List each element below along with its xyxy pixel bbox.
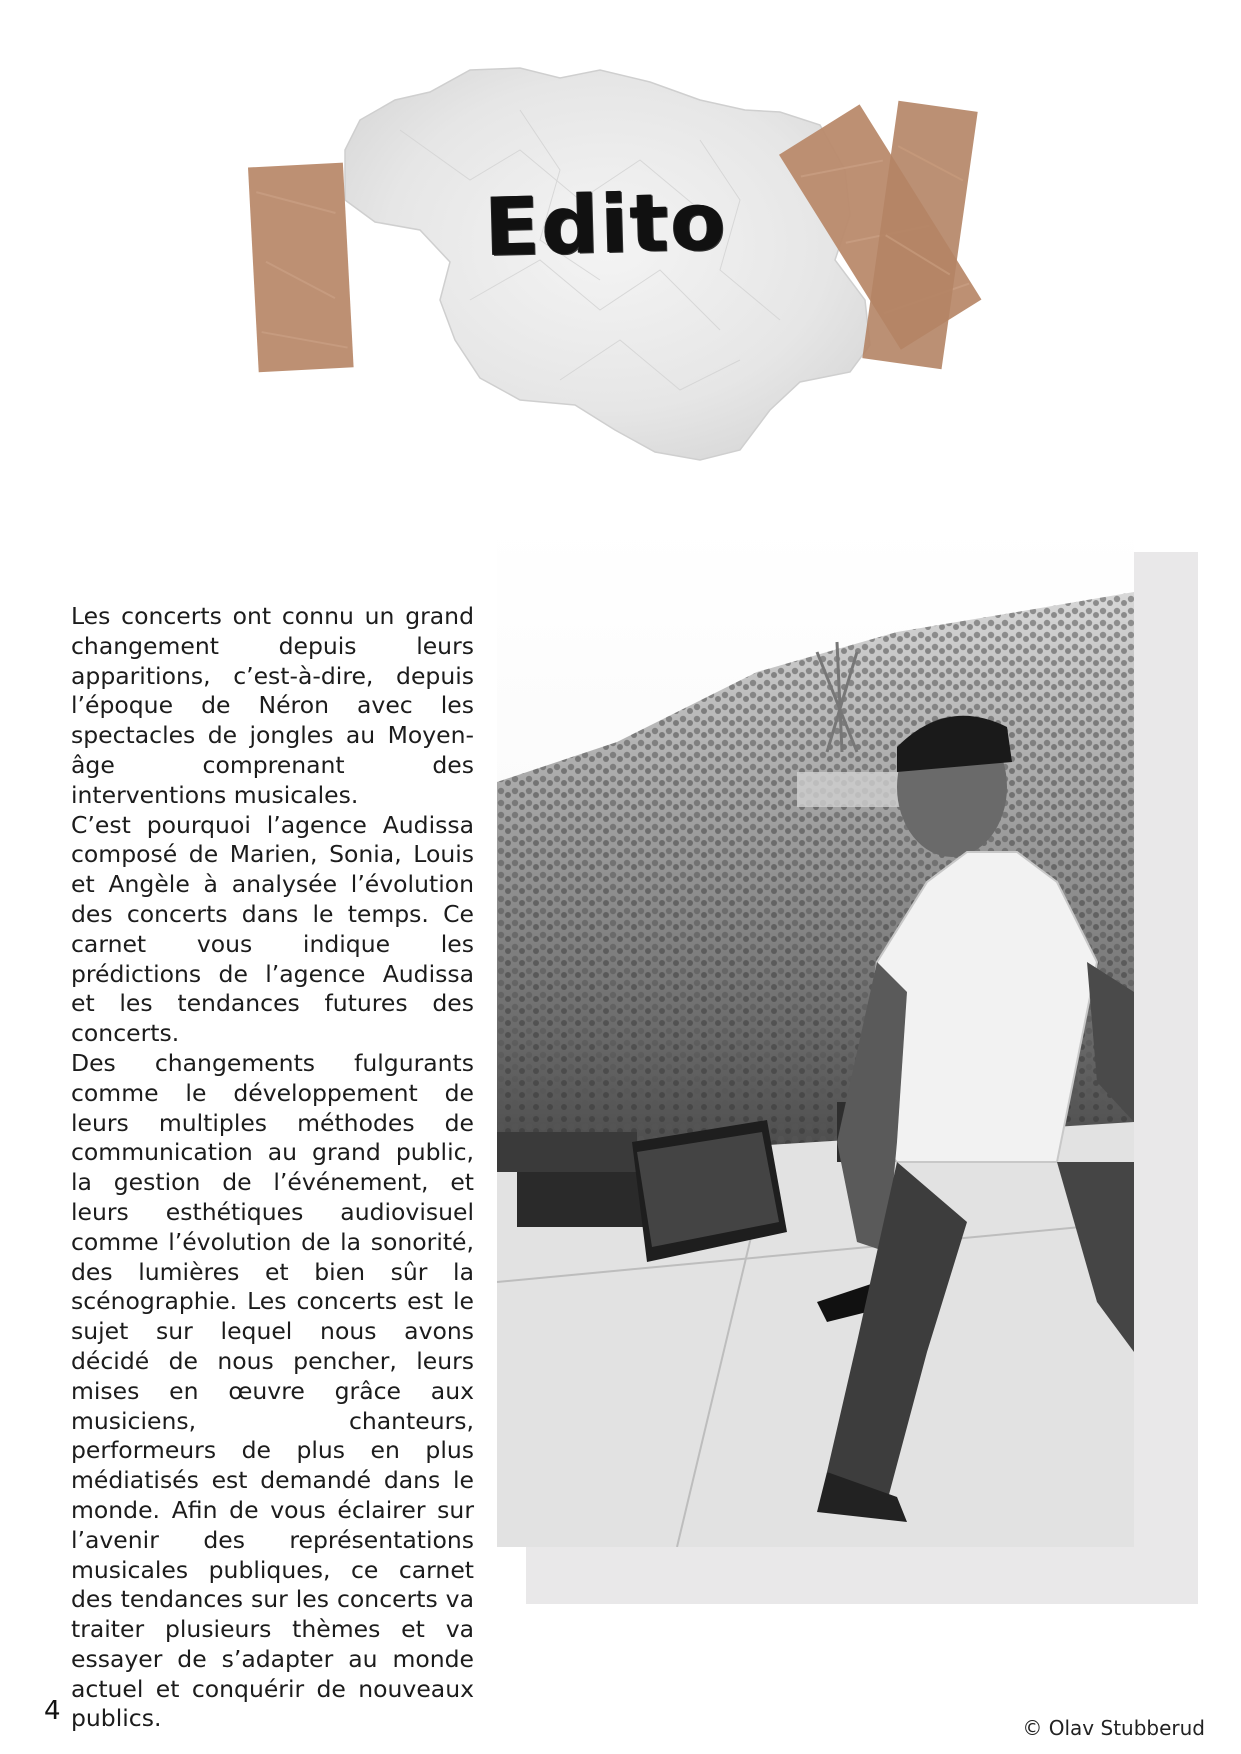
page-title: Edito [483, 174, 729, 275]
tape-left [248, 163, 354, 373]
paragraph: Les concerts ont connu un grand changement depuis leurs apparitions, c’est-à-dire, depuis l’époque de Néron avec les spectacles de jongles au Moyen-âge comprenant des interventions musicales. [71, 602, 474, 809]
photo-credit: © Olav Stubberud [1022, 1716, 1205, 1740]
article-body [71, 602, 474, 1734]
paragraph: Des changements fulgurants comme le développement de leurs multiples méthodes de communication au grand public, la gestion de l’événement, et leurs esthétiques audiovisuel comme l’évolution de la sonorité, des lumières et bien sûr la scénographie. Les concerts est le sujet sur lequel nous avons décidé de nous pencher, leurs mises en œuvre grâce aux musiciens, chanteurs, performeurs de plus en plus médiatisés est demandé dans le monde. Afin de vous éclairer sur l’avenir des représentations musicales publiques, ce carnet des tendances sur les concerts va traiter plusieurs thèmes et va essayer de s’adapter au monde actuel et conquérir de nouveaux publics. [71, 1048, 474, 1733]
page-number: 4 [44, 1696, 61, 1726]
concert-photo [497, 522, 1134, 1547]
paragraph: C’est pourquoi l’agence Audissa composé de Marien, Sonia, Louis et Angèle à analysée l’évolution des concerts dans le temps. Ce carnet vous indique les prédictions de l’agence Audissa et les tendances futures des concerts. [71, 810, 474, 1048]
